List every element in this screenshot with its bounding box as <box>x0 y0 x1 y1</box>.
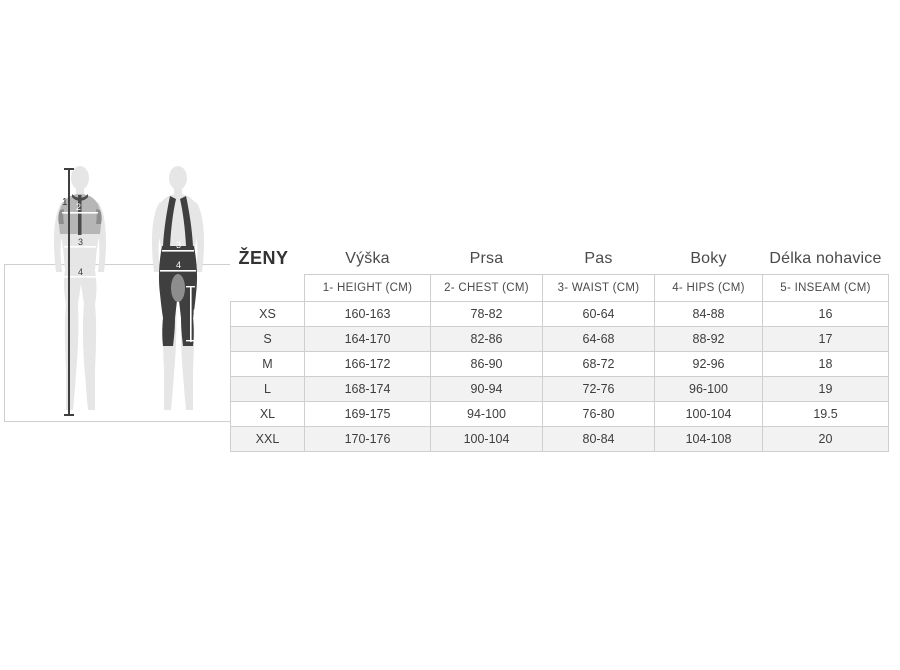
figure-label-waist: 3 <box>78 237 84 247</box>
cell-waist: 64-68 <box>543 327 655 352</box>
cell-size: XL <box>231 402 305 427</box>
cell-hips: 96-100 <box>655 377 763 402</box>
cell-chest: 78-82 <box>431 302 543 327</box>
cell-hips: 104-108 <box>655 427 763 452</box>
cell-waist: 68-72 <box>543 352 655 377</box>
page-title: ŽENY <box>238 247 289 268</box>
cell-hips: 100-104 <box>655 402 763 427</box>
cell-chest: 82-86 <box>431 327 543 352</box>
cell-inseam: 19 <box>763 377 889 402</box>
cell-inseam: 16 <box>763 302 889 327</box>
table-header-row-primary <box>231 228 889 275</box>
table-row <box>231 302 889 327</box>
table-row <box>231 352 889 377</box>
cell-inseam: 19.5 <box>763 402 889 427</box>
cell-chest: 86-90 <box>431 352 543 377</box>
header-inseam: Délka nohavice <box>769 250 882 267</box>
cell-size: XXL <box>231 427 305 452</box>
subheader-waist: 3- WAIST (CM) <box>543 275 655 302</box>
table-row <box>231 377 889 402</box>
subheader-height: 1- HEIGHT (CM) <box>305 275 431 302</box>
header-waist: Pas <box>584 250 613 267</box>
cell-size: L <box>231 377 305 402</box>
figure-suit <box>152 166 204 410</box>
cell-chest: 90-94 <box>431 377 543 402</box>
cell-hips: 88-92 <box>655 327 763 352</box>
cell-inseam: 20 <box>763 427 889 452</box>
figure-illustrations <box>0 160 230 435</box>
cell-waist: 76-80 <box>543 402 655 427</box>
subheader-inseam: 5- INSEAM (CM) <box>763 275 889 302</box>
header-height: Výška <box>345 250 390 267</box>
cell-hips: 92-96 <box>655 352 763 377</box>
cell-chest: 94-100 <box>431 402 543 427</box>
cell-height: 160-163 <box>305 302 431 327</box>
subheader-chest: 2- CHEST (CM) <box>431 275 543 302</box>
table-row <box>231 402 889 427</box>
figure-label-waist-back: 3 <box>176 240 182 250</box>
cell-height: 170-176 <box>305 427 431 452</box>
table-row <box>231 427 889 452</box>
size-table-container <box>230 228 889 452</box>
figure-label-inseam: 5 <box>193 308 199 318</box>
header-chest: Prsa <box>469 250 504 267</box>
figure-label-hips: 4 <box>78 267 84 277</box>
cell-height: 169-175 <box>305 402 431 427</box>
cell-waist: 72-76 <box>543 377 655 402</box>
cell-chest: 100-104 <box>431 427 543 452</box>
header-hips: Boky <box>690 250 727 267</box>
cell-inseam: 17 <box>763 327 889 352</box>
table-header-row-secondary <box>231 275 889 302</box>
subheader-size <box>231 275 305 302</box>
size-table <box>230 228 889 452</box>
cell-height: 168-174 <box>305 377 431 402</box>
subheader-hips: 4- HIPS (CM) <box>655 275 763 302</box>
cell-size: S <box>231 327 305 352</box>
body-figures-svg <box>0 160 230 435</box>
cell-size: M <box>231 352 305 377</box>
figure-label-height: 1 <box>62 197 68 208</box>
cell-waist: 80-84 <box>543 427 655 452</box>
cell-height: 166-172 <box>305 352 431 377</box>
cell-height: 164-170 <box>305 327 431 352</box>
cell-waist: 60-64 <box>543 302 655 327</box>
cell-hips: 84-88 <box>655 302 763 327</box>
size-table-body <box>231 302 889 452</box>
figure-label-hips-back: 4 <box>176 260 182 270</box>
cell-inseam: 18 <box>763 352 889 377</box>
table-row <box>231 327 889 352</box>
cell-size: XS <box>231 302 305 327</box>
figure-label-chest: 2 <box>76 202 82 212</box>
